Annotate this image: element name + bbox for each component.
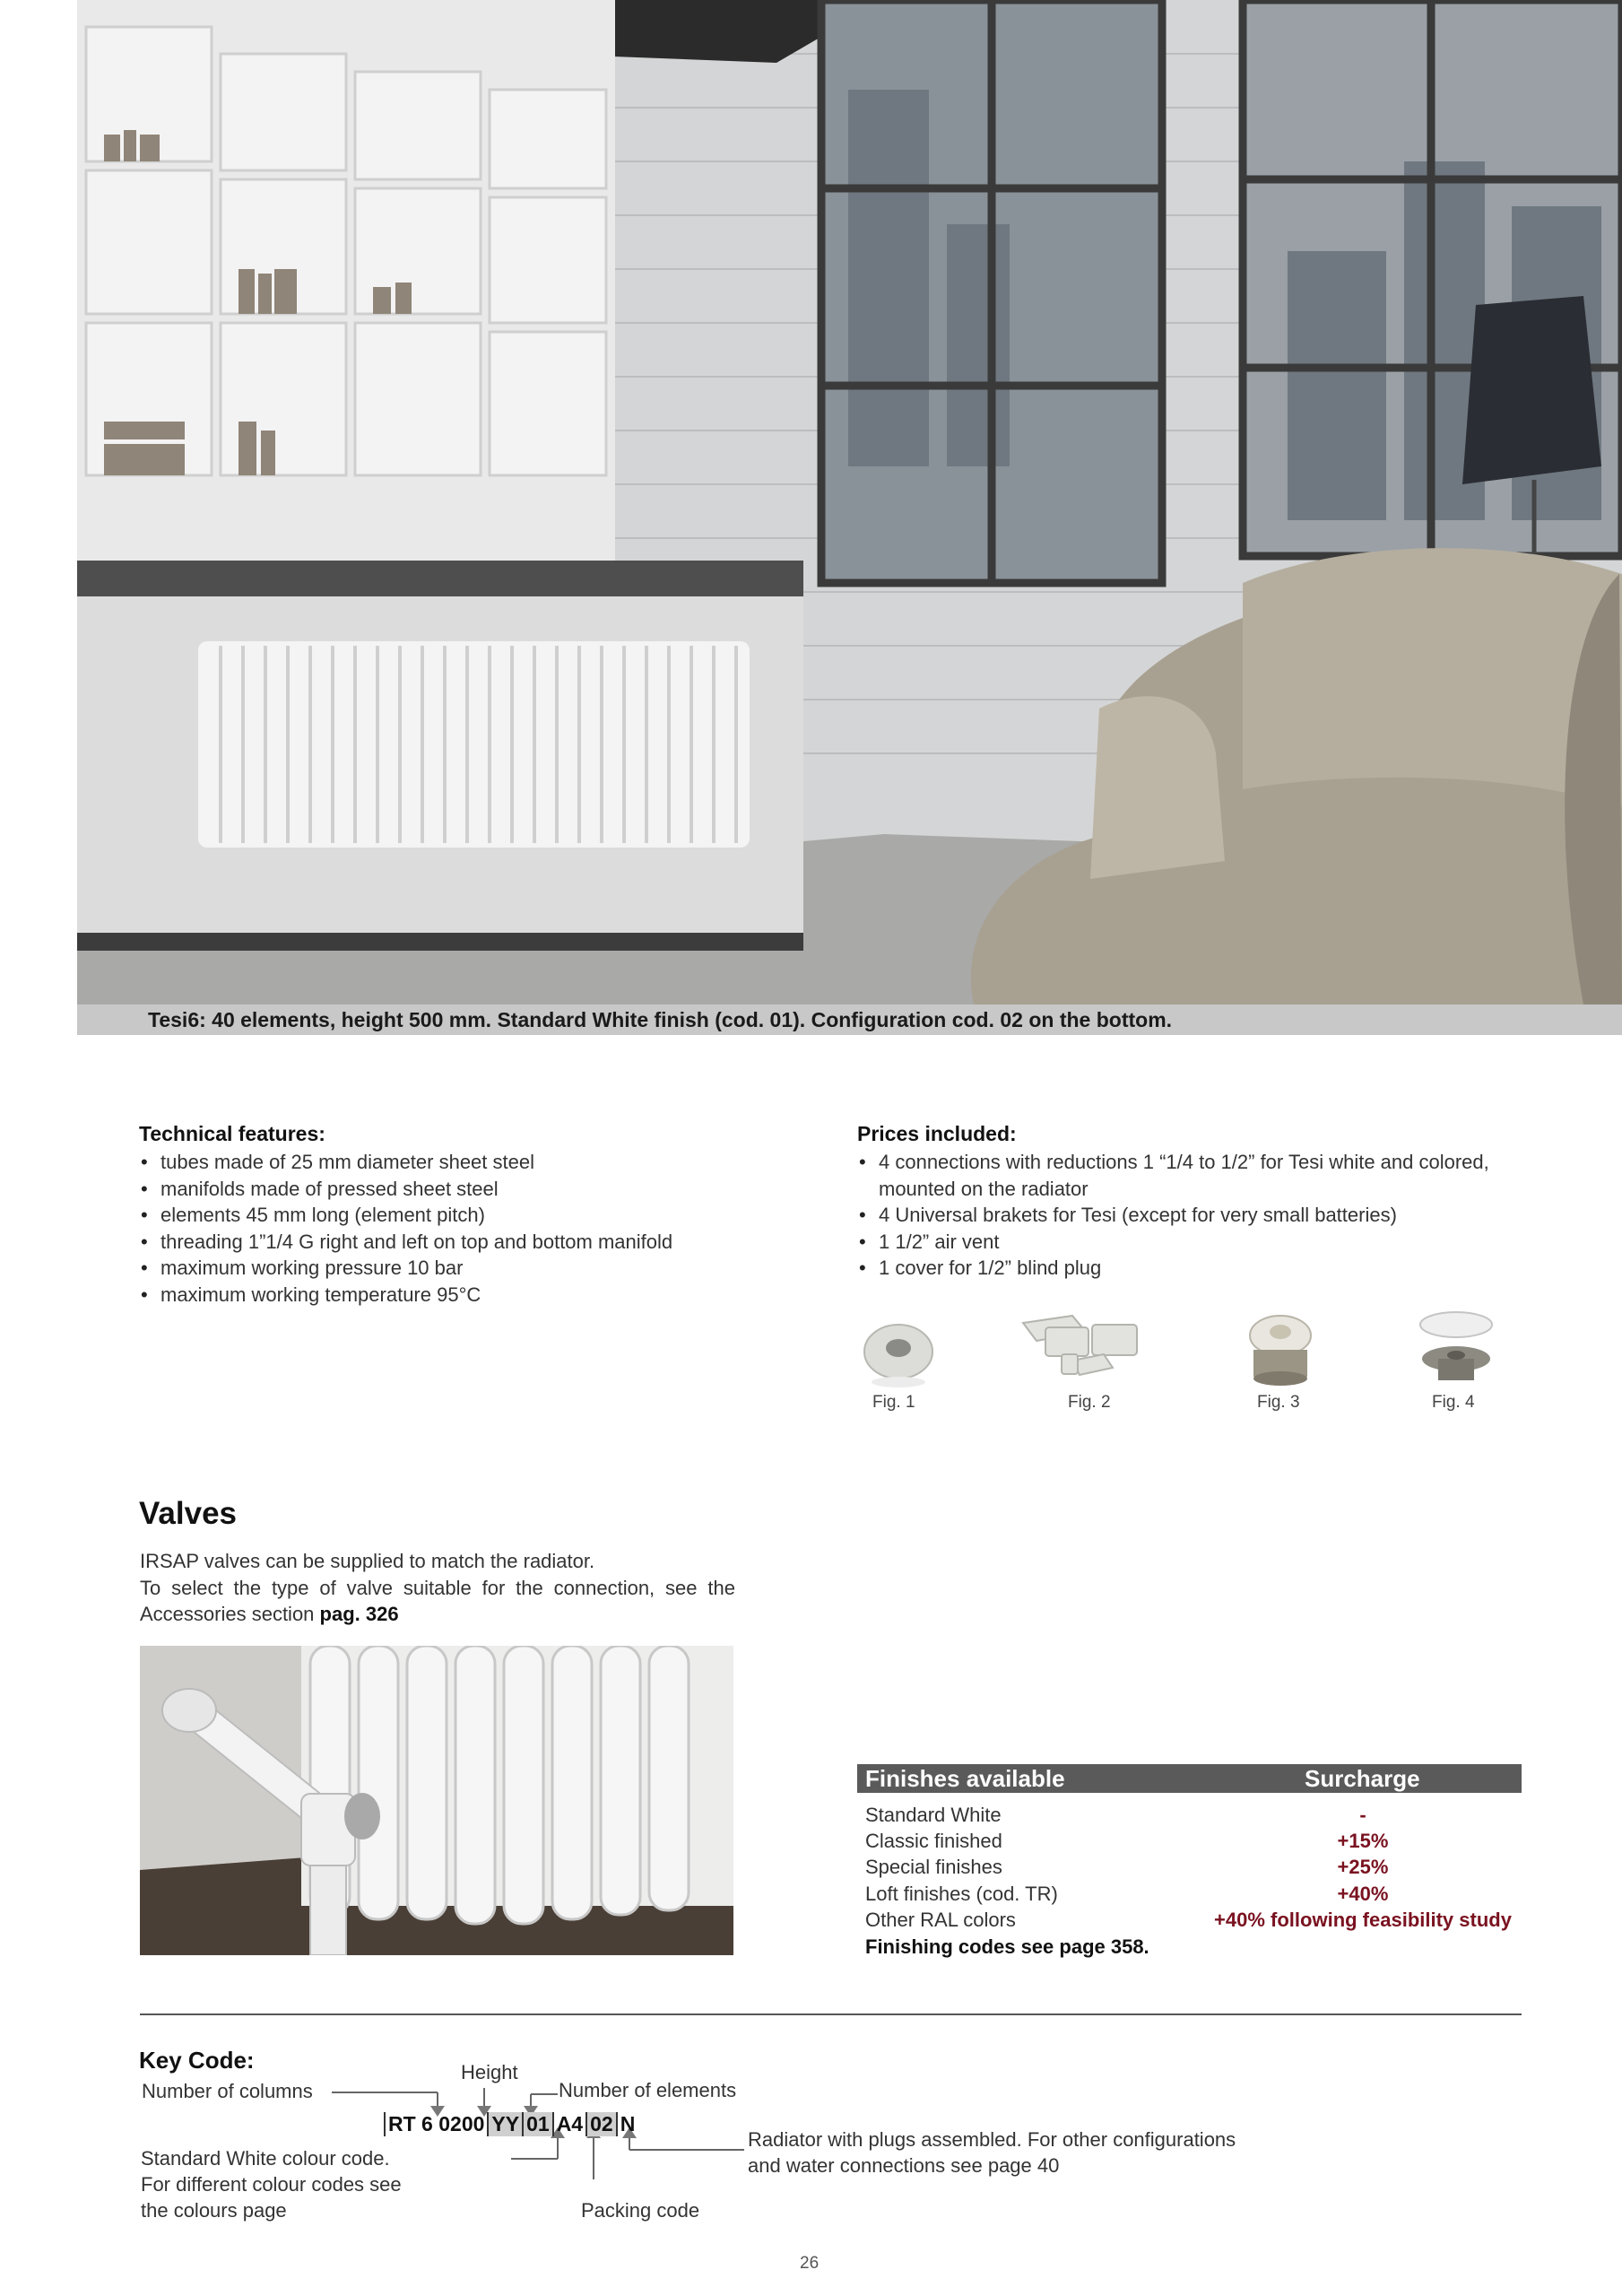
list-item: • maximum working pressure 10 bar bbox=[139, 1255, 672, 1282]
key-code-title: Key Code: bbox=[139, 2047, 255, 2074]
code-segment-model: RT 6 0200 bbox=[384, 2112, 487, 2136]
key-label-colour-line: For different colour codes see bbox=[141, 2173, 402, 2196]
key-label-colour-line: the colours page bbox=[141, 2199, 287, 2222]
surcharge-header-label: Surcharge bbox=[1305, 1765, 1420, 1792]
code-segment-plugs: N bbox=[616, 2112, 638, 2136]
air-vent-icon bbox=[1250, 1316, 1311, 1386]
finish-row-name: Other RAL colors bbox=[865, 1909, 1016, 1931]
finishes-header-label: Finishes available bbox=[865, 1765, 1065, 1792]
key-label-columns: Number of columns bbox=[142, 2080, 313, 2102]
finish-row-surcharge: +15% bbox=[1337, 1830, 1389, 1852]
hero-photo bbox=[77, 0, 1622, 1004]
key-label-config-line: Radiator with plugs assembled. For other configurations bbox=[748, 2128, 1236, 2151]
valves-line: IRSAP valves can be supplied to match the radiator. bbox=[140, 1550, 595, 1572]
valves-line-text: To select the type of valve suitable for the connection, see the Accessories section bbox=[140, 1576, 735, 1625]
connection-reduction-icon bbox=[864, 1325, 932, 1387]
code-segment-packing: A4 bbox=[552, 2112, 585, 2136]
accessory-figures bbox=[857, 1305, 1503, 1404]
finish-row-name: Loft finishes (cod. TR) bbox=[865, 1883, 1058, 1905]
photo-caption: Tesi6: 40 elements, height 500 mm. Standard White finish (cod. 01). Configuration cod. 02 on the bottom. bbox=[148, 1008, 1173, 1031]
valves-title: Valves bbox=[139, 1496, 237, 1531]
list-item: • 4 Universal brakets for Tesi (except for very small batteries) bbox=[857, 1202, 1489, 1229]
key-label-elements: Number of elements bbox=[559, 2079, 737, 2101]
list-item-line: • 4 connections with reductions 1 “1/4 to 1/2” for Tesi white and colored, bbox=[879, 1151, 1489, 1173]
finish-row-surcharge: - bbox=[1359, 1804, 1366, 1826]
technical-features-list bbox=[139, 1149, 672, 1308]
bracket-icon bbox=[1023, 1316, 1137, 1375]
key-label-height: Height bbox=[461, 2061, 518, 2083]
figure-label-2: Fig. 2 bbox=[1068, 1393, 1111, 1412]
finish-row-name: Special finishes bbox=[865, 1856, 1002, 1878]
interior-scene-illustration bbox=[77, 0, 1622, 1004]
finishing-codes-note: Finishing codes see page 358. bbox=[865, 1935, 1149, 1958]
section-divider bbox=[140, 2013, 1522, 2015]
key-label-colour-line: Standard White colour code. bbox=[141, 2147, 390, 2170]
finish-row-name: Standard White bbox=[865, 1804, 1002, 1826]
key-label-config-line: and water connections see page 40 bbox=[748, 2154, 1060, 2177]
list-item: • manifolds made of pressed sheet steel bbox=[139, 1176, 672, 1203]
valves-description bbox=[140, 1548, 735, 1628]
key-label-packing: Packing code bbox=[581, 2199, 700, 2222]
page-number: 26 bbox=[800, 2254, 820, 2273]
list-item: • 1 1/2” air vent bbox=[857, 1229, 1489, 1256]
list-item: • threading 1”1/4 G right and left on top and bottom manifold bbox=[139, 1229, 672, 1256]
prices-included-title: Prices included: bbox=[857, 1122, 1017, 1145]
finish-row-surcharge: +40% bbox=[1337, 1883, 1389, 1905]
valve-illustration bbox=[140, 1646, 733, 1955]
list-item-line: mounted on the radiator bbox=[879, 1177, 1089, 1200]
list-item bbox=[857, 1149, 1489, 1202]
valve-photo bbox=[140, 1646, 733, 1955]
key-code-string bbox=[384, 2112, 645, 2136]
blind-plug-icon bbox=[1420, 1312, 1492, 1380]
finish-row-surcharge: +25% bbox=[1337, 1856, 1389, 1878]
figure-label-3: Fig. 3 bbox=[1257, 1393, 1300, 1412]
list-item: • 1 cover for 1/2” blind plug bbox=[857, 1255, 1489, 1282]
list-item: • maximum working temperature 95°C bbox=[139, 1282, 672, 1309]
code-segment-colour: 01 bbox=[522, 2112, 552, 2136]
prices-included-list bbox=[857, 1149, 1489, 1282]
figure-label-1: Fig. 1 bbox=[872, 1393, 915, 1412]
radiator-illustration bbox=[198, 641, 750, 848]
code-segment-configuration: 02 bbox=[585, 2112, 616, 2136]
valves-page-ref: pag. 326 bbox=[319, 1603, 399, 1625]
finish-row-surcharge: +40% following feasibility study bbox=[1214, 1909, 1512, 1931]
list-item: • elements 45 mm long (element pitch) bbox=[139, 1202, 672, 1229]
technical-features-title: Technical features: bbox=[139, 1122, 325, 1145]
valves-line bbox=[140, 1575, 735, 1628]
figure-label-4: Fig. 4 bbox=[1432, 1393, 1475, 1412]
finish-row-name: Classic finished bbox=[865, 1830, 1002, 1852]
code-segment-elements: YY bbox=[487, 2112, 522, 2136]
list-item: • tubes made of 25 mm diameter sheet steel bbox=[139, 1149, 672, 1176]
